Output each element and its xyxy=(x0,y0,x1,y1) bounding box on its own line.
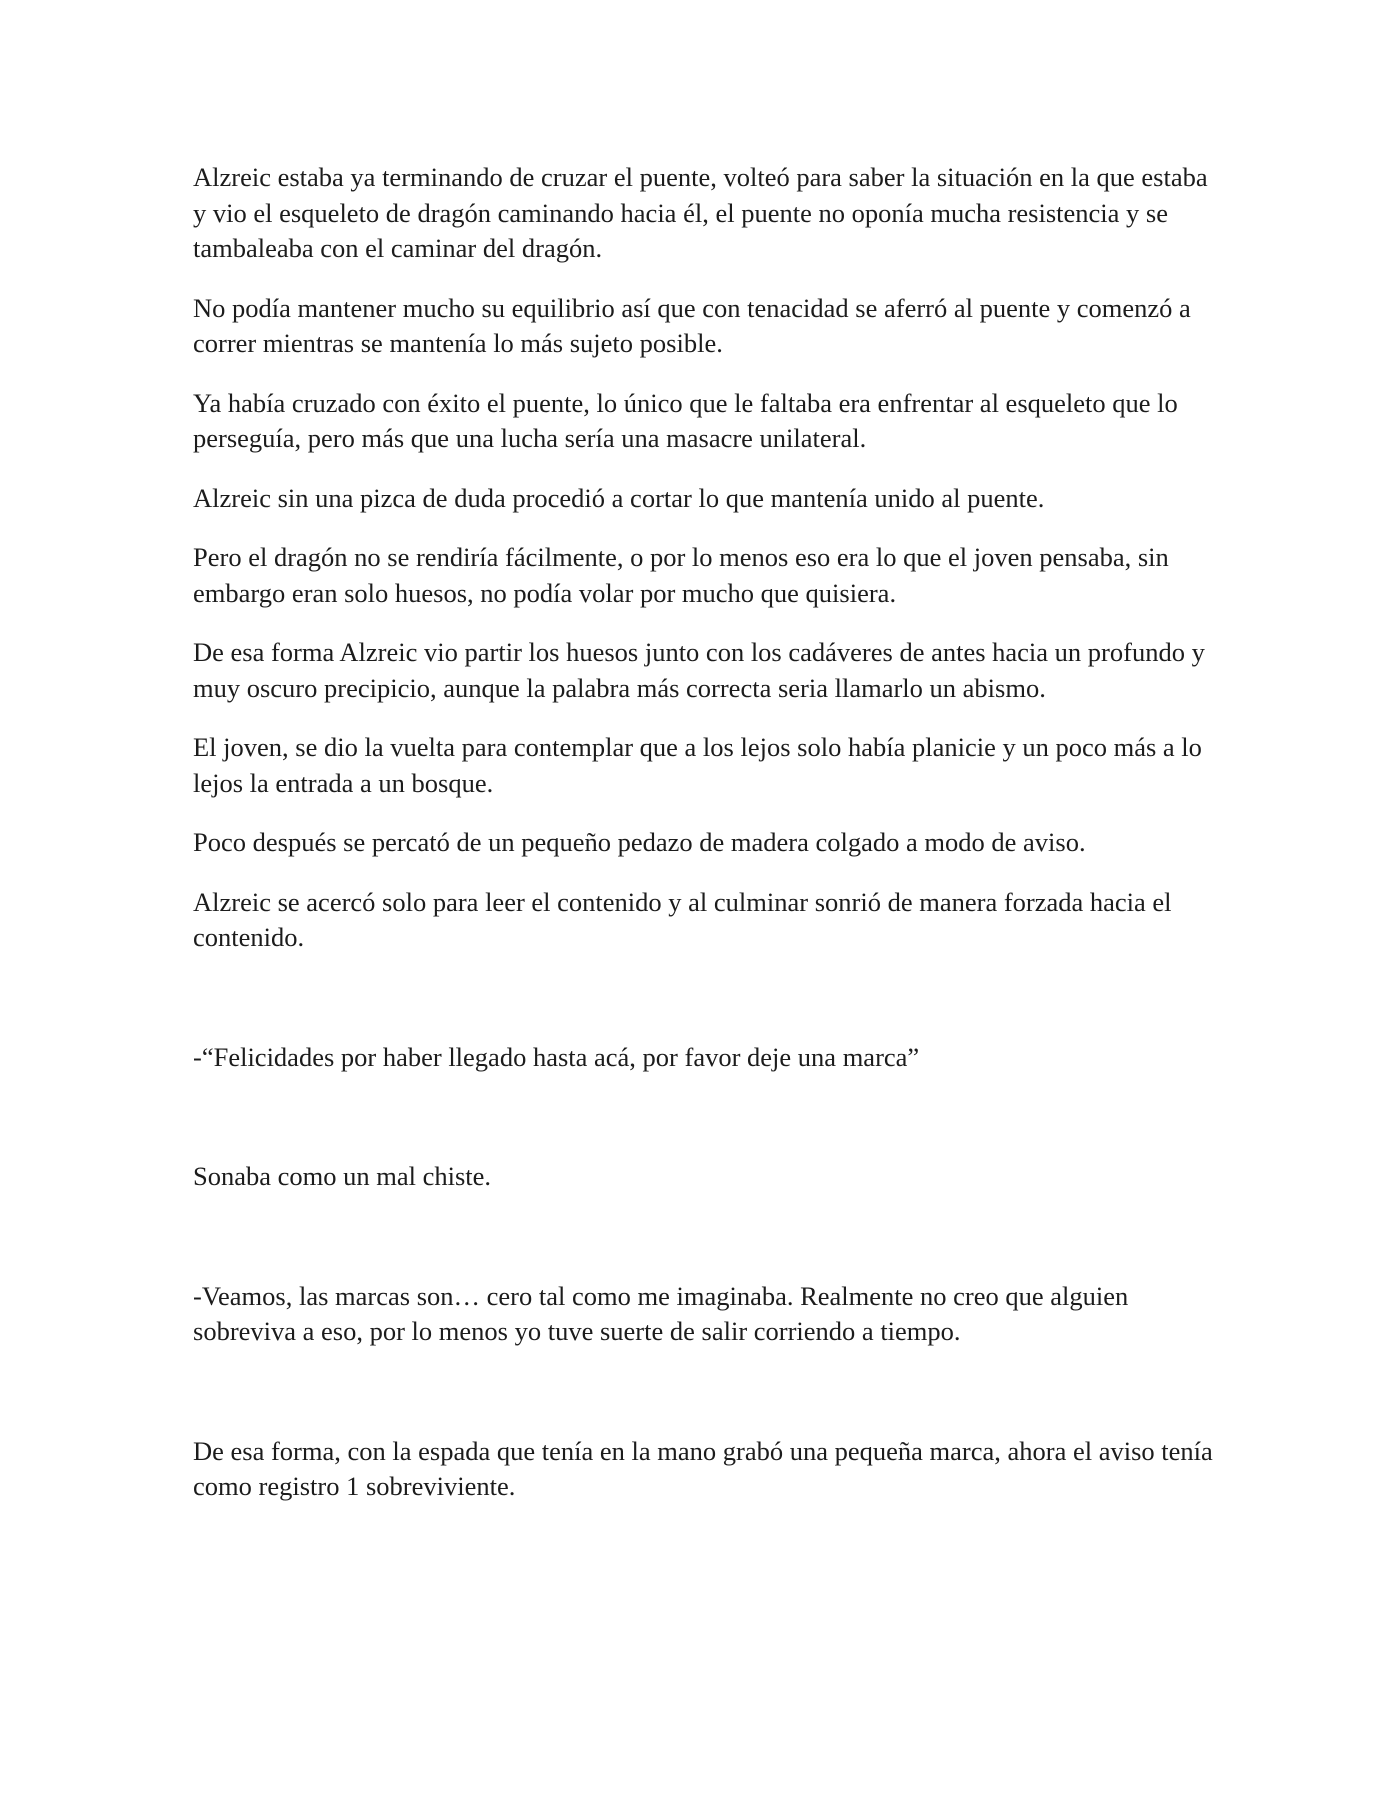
document-body xyxy=(193,160,1213,1505)
dialogue-line: -“Felicidades por haber llegado hasta acá, por favor deje una marca” xyxy=(193,1041,920,1072)
paragraph: De esa forma, con la espada que tenía en la mano grabó una pequeña marca, ahora el aviso tenía como registro 1 sobreviviente. xyxy=(193,1435,1213,1501)
paragraph: No podía mantener mucho su equilibrio así que con tenacidad se aferró al puente y comenzó a correr mientras se mantenía lo más sujeto posible. xyxy=(193,292,1191,358)
paragraph: De esa forma Alzreic vio partir los huesos junto con los cadáveres de antes hacia un profundo y muy oscuro precipicio, aunque la palabra más correcta seria llamarlo un abismo. xyxy=(193,637,1205,703)
paragraph: El joven, se dio la vuelta para contemplar que a los lejos solo había planicie y un poco más a lo lejos la entrada a un bosque. xyxy=(193,732,1202,798)
paragraph: Sonaba como un mal chiste. xyxy=(193,1161,492,1191)
paragraph: Poco después se percató de un pequeño pedazo de madera colgado a modo de aviso. xyxy=(193,827,1086,857)
paragraph: Pero el dragón no se rendiría fácilmente, o por lo menos eso era lo que el joven pensaba, sin embargo eran solo huesos, no podía volar por mucho que quisiera. xyxy=(193,542,1169,608)
paragraph: Ya había cruzado con éxito el puente, lo único que le faltaba era enfrentar al esqueleto que lo perseguía, pero más que una lucha sería una masacre unilateral. xyxy=(193,387,1178,453)
paragraph: Alzreic sin una pizca de duda procedió a cortar lo que mantenía unido al puente. xyxy=(193,482,1045,513)
paragraph: Alzreic estaba ya terminando de cruzar el puente, volteó para saber la situación en la que estaba y vio el esqueleto de dragón caminando hacia él, el puente no oponía mucha resistencia y se tambaleaba con el caminar del dragón. xyxy=(193,162,1208,263)
dialogue-line: -Veamos, las marcas son… cero tal como me imaginaba. Realmente no creo que alguien sobreviva a eso, por lo menos yo tuve suerte de salir corriendo a tiempo. xyxy=(193,1280,1129,1346)
paragraph: Alzreic se acercó solo para leer el contenido y al culminar sonrió de manera forzada hacia el contenido. xyxy=(193,886,1172,952)
